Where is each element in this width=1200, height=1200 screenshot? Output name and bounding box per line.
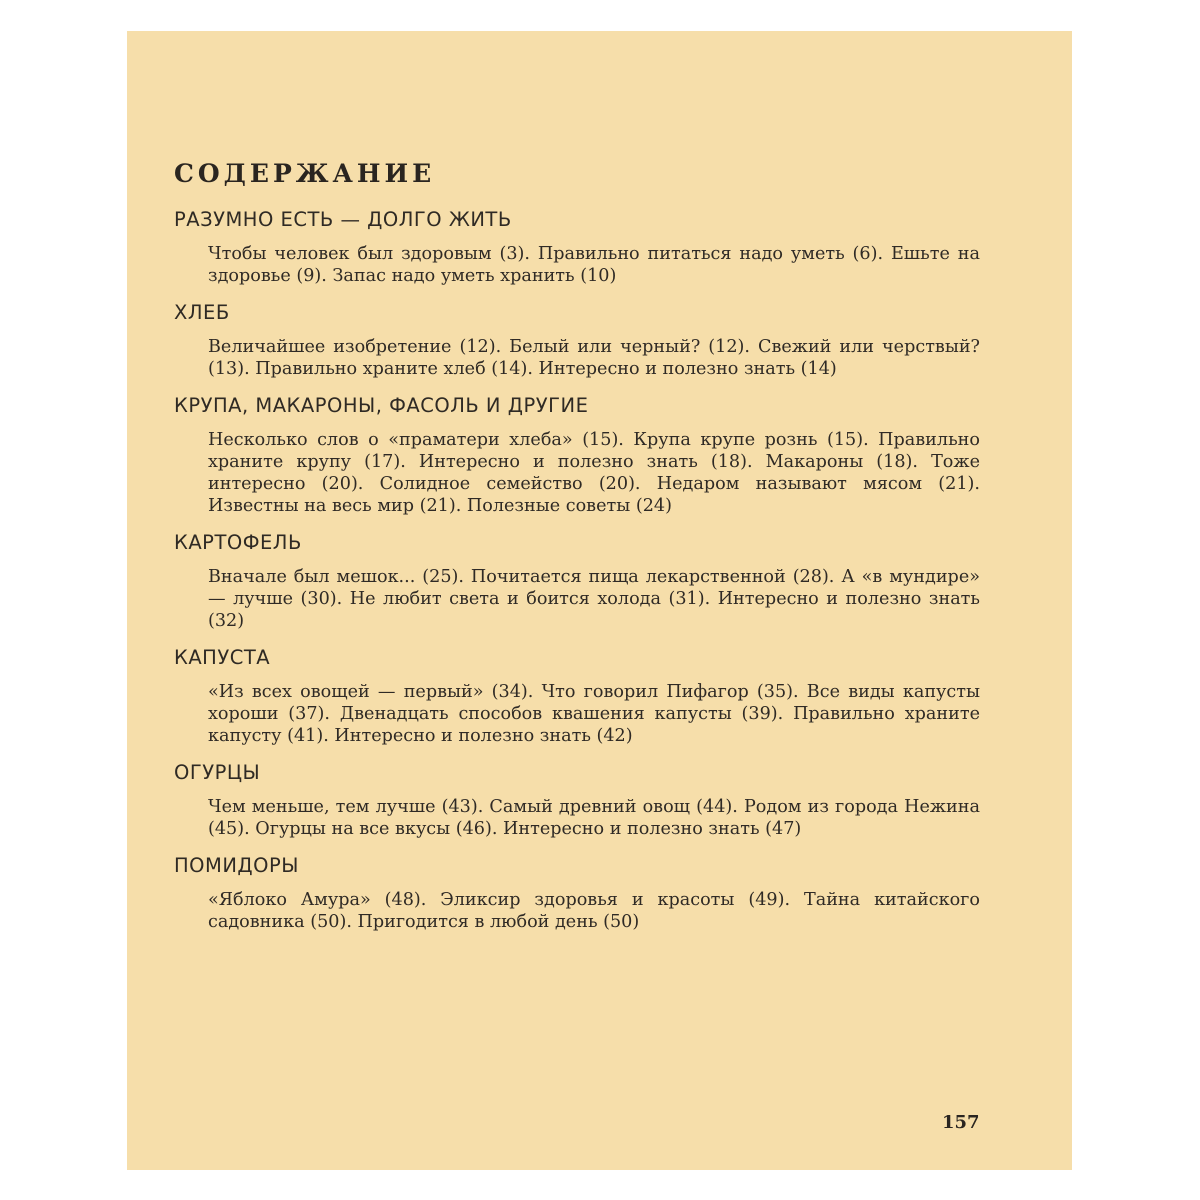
section-heading: ПОМИДОРЫ [174,854,299,877]
toc-section [174,301,980,380]
section-heading: ХЛЕБ [174,301,230,324]
section-entries: Вначале был мешок... (25). Почитается пища лекарственной (28). А «в мундире» — лучше (30). Не любит света и боится холода (31). Интересно и полезно знать (32) [208,567,980,631]
section-entries: Несколько слов о «праматери хлеба» (15). Крупа крупе рознь (15). Правильно храните крупу (17). Интересно и полезно знать (18). Макароны (18). Тоже интересно (20). Солидное семейство (20). Недаром называют мясом (21). Известны на весь мир (21). Полезные советы (24) [208,430,980,516]
section-heading: РАЗУМНО ЕСТЬ — ДОЛГО ЖИТЬ [174,208,512,231]
toc-section [174,208,980,287]
toc-title: СОДЕРЖАНИЕ [174,159,436,188]
toc-section [174,646,980,747]
section-heading: КАРТОФЕЛЬ [174,531,302,554]
toc-section [174,531,980,632]
table-of-contents [174,159,980,947]
section-entries: «Яблоко Амура» (48). Эликсир здоровья и красоты (49). Тайна китайского садовника (50). Пригодится в любой день (50) [208,890,980,932]
section-heading: ОГУРЦЫ [174,761,261,784]
section-heading: КАПУСТА [174,646,271,669]
section-entries: Чтобы человек был здоровым (3). Правильно питаться надо уметь (6). Ешьте на здоровье (9). Запас надо уметь хранить (10) [208,244,980,286]
section-heading: КРУПА, МАКАРОНЫ, ФАСОЛЬ И ДРУГИЕ [174,394,589,417]
toc-section [174,761,980,840]
book-page [127,31,1072,1170]
toc-section [174,394,980,517]
toc-section [174,854,980,933]
section-entries: «Из всех овощей — первый» (34). Что говорил Пифагор (35). Все виды капусты хороши (37). Двенадцать способов квашения капусты (39). Правильно храните капусту (41). Интересно и полезно знать (42) [208,682,980,746]
section-entries: Чем меньше, тем лучше (43). Самый древний овощ (44). Родом из города Нежина (45). Огурцы на все вкусы (46). Интересно и полезно знать (47) [208,797,980,839]
page-number: 157 [942,1112,980,1133]
section-entries: Величайшее изобретение (12). Белый или черный? (12). Свежий или черствый? (13). Правильно храните хлеб (14). Интересно и полезно знать (14) [208,337,980,379]
